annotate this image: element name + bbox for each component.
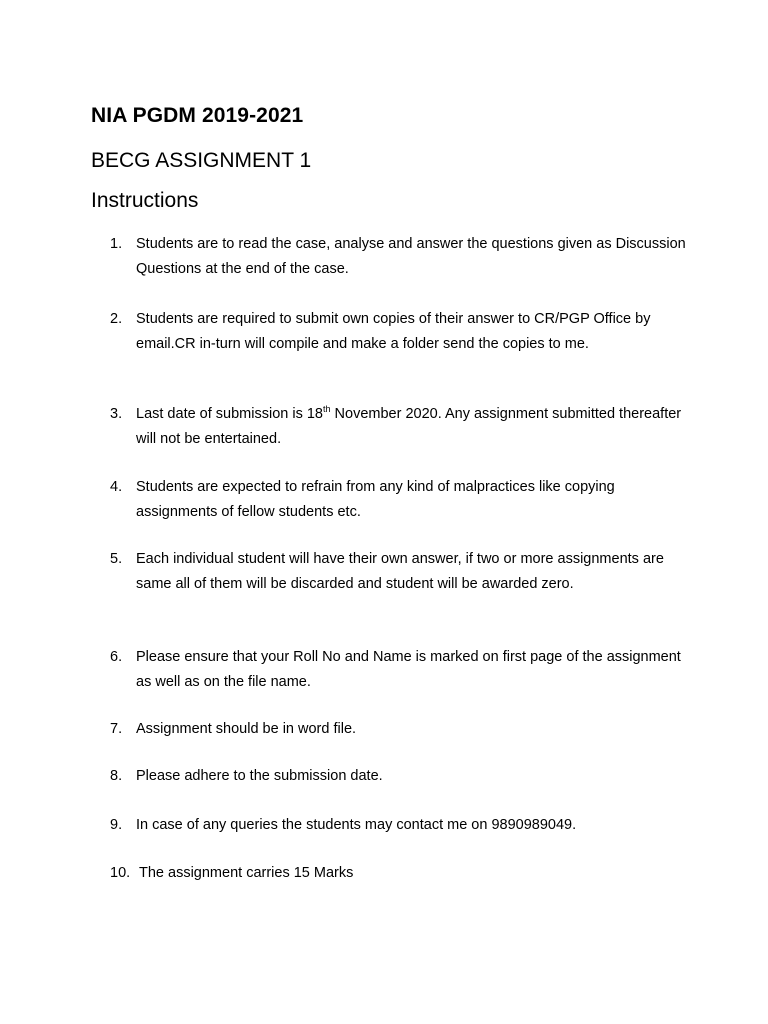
instruction-number: 1. <box>110 236 123 252</box>
assignment-title: BECG ASSIGNMENT 1 <box>91 149 312 172</box>
instruction-number: 7. <box>110 721 123 737</box>
instruction-text <box>136 402 696 451</box>
instruction-text: Students are to read the case, analyse and answer the questions given as Discussion Questions at the end of the case. <box>136 236 686 277</box>
instruction-number: 4. <box>110 479 123 495</box>
superscript-ordinal: th <box>323 404 331 415</box>
instruction-text-part: Last date of submission is 18 <box>136 406 323 422</box>
instruction-text: Each individual student will have their own answer, if two or more assignments are same all of them will be discarded and student will be awarded zero. <box>136 551 664 592</box>
instruction-number: 9. <box>110 817 123 833</box>
instruction-number: 5. <box>110 551 123 567</box>
instruction-text: Please ensure that your Roll No and Name is marked on first page of the assignment as well as on the file name. <box>136 649 681 690</box>
instruction-text: The assignment carries 15 Marks <box>139 865 354 881</box>
instruction-number: 10. <box>110 865 131 881</box>
instruction-text: Students are expected to refrain from any kind of malpractices like copying assignments of fellow students etc. <box>136 479 615 520</box>
instruction-text: In case of any queries the students may contact me on 9890989049. <box>136 817 577 833</box>
instruction-number: 6. <box>110 649 123 665</box>
instruction-text: Please adhere to the submission date. <box>136 768 383 784</box>
instruction-text: Assignment should be in word file. <box>136 721 357 737</box>
instruction-text-part: November 2020. Any assignment submitted thereafter will not be entertained. <box>136 406 682 447</box>
instruction-number: 8. <box>110 768 123 784</box>
instruction-number: 2. <box>110 311 123 327</box>
instruction-number: 3. <box>110 406 123 422</box>
instruction-text: Students are required to submit own copies of their answer to CR/PGP Office by email.CR in-turn will compile and make a folder send the copies to me. <box>136 311 651 352</box>
instructions-heading: Instructions <box>91 189 199 212</box>
document-title: NIA PGDM 2019-2021 <box>91 104 304 127</box>
